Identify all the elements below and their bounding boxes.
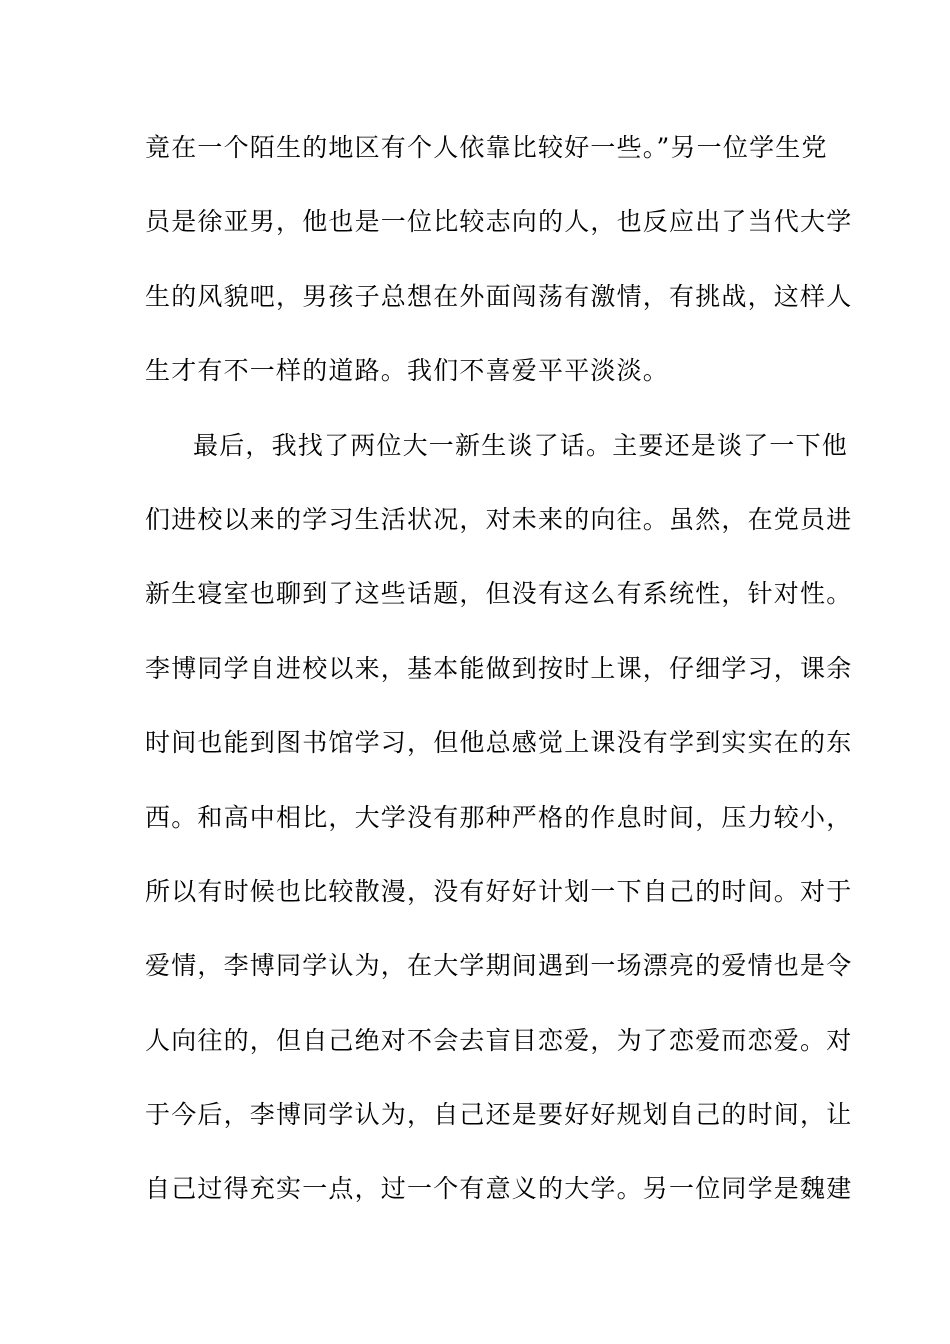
text-line: 自己过得充实一点，过一个有意义的大学。另一位同学是魏建 bbox=[145, 1174, 853, 1204]
text-line: 新生寝室也聊到了这些话题，但没有这么有系统性，针对性。 bbox=[145, 579, 853, 609]
paragraph-start-line: 最后，我找了两位大一新生谈了话。主要还是谈了一下他 bbox=[193, 430, 849, 460]
text-line: 人向往的，但自己绝对不会去盲目恋爱，为了恋爱而恋爱。对 bbox=[145, 1025, 853, 1055]
document-body bbox=[145, 128, 853, 1244]
text-line: 爱情，李博同学认为，在大学期间遇到一场漂亮的爱情也是令 bbox=[145, 951, 853, 981]
text-line: 生的风貌吧，男孩子总想在外面闯荡有激情，有挑战，这样人 bbox=[145, 281, 853, 311]
text-line: 于今后，李博同学认为，自己还是要好好规划自己的时间，让 bbox=[145, 1100, 853, 1130]
text-line: 们进校以来的学习生活状况，对未来的向往。虽然，在党员进 bbox=[145, 504, 853, 534]
text-line: 西。和高中相比，大学没有那种严格的作息时间，压力较小， bbox=[145, 802, 853, 832]
text-line: 时间也能到图书馆学习，但他总感觉上课没有学到实实在的东 bbox=[145, 728, 853, 758]
text-line: 生才有不一样的道路。我们不喜爱平平淡淡。 bbox=[145, 356, 670, 386]
text-line: 竟在一个陌生的地区有个人依靠比较好一些。”另一位学生党 bbox=[145, 133, 828, 162]
text-line: 员是徐亚男，他也是一位比较志向的人，也反应出了当代大学 bbox=[145, 207, 853, 237]
text-line: 所以有时候也比较散漫，没有好好计划一下自己的时间。对于 bbox=[145, 876, 853, 906]
text-line: 李博同学自进校以来，基本能做到按时上课，仔细学习，课余 bbox=[145, 653, 853, 683]
